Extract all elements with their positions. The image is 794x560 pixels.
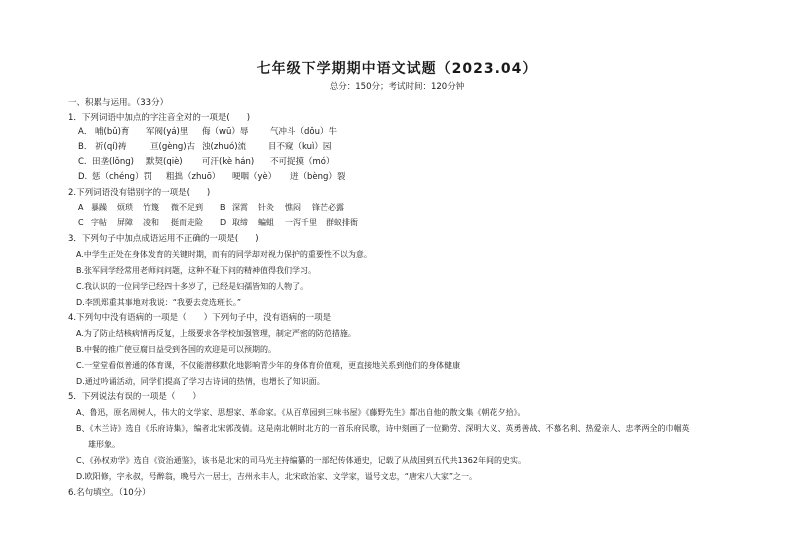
option-word: 群蚁排衙 — [326, 218, 358, 227]
option-letter: C. — [78, 157, 87, 167]
question-5-option-d: D.欧阳修，字永叔，号醉翁，晚号六一居士，吉州永丰人，北宋政治家、文学家，谥号文忠，“唐宋八大家”之一。 — [76, 472, 477, 481]
option-word: 字帖 — [91, 218, 107, 227]
option-word: 侮（wū）辱 — [202, 127, 249, 137]
question-5-option-b-continued: 雄形象。 — [88, 440, 120, 449]
option-word: 一泻千里 — [285, 218, 317, 227]
exam-title: 七年级下学期期中语文试题（2023.04） — [256, 61, 538, 77]
question-4-option-c: C.一堂堂看似普通的体育课，不仅能潜移默化地影响青少年的身体育价值观，更直接地关系到他们的身体健康 — [76, 361, 461, 370]
option-word: 微不足到 — [171, 203, 203, 212]
option-word: 哽咽（yè） — [232, 172, 277, 182]
option-word: 可汗(kè hán) — [202, 157, 255, 167]
option-word: 目不窥（kuì）园 — [268, 142, 332, 152]
option-word: 竹篾 — [143, 203, 159, 212]
exam-subtitle: 总分：150分；考试时间：120分钟 — [329, 82, 465, 92]
option-word: 憔闷 — [285, 203, 301, 212]
option-word: 祈(qí)祷 — [95, 142, 127, 152]
option-word: 迸（bèng）裂 — [290, 172, 346, 182]
section-heading: 一、积累与运用。（33分） — [68, 98, 169, 108]
question-3-option-c: C.我认识的一位同学已经四十多岁了，已经是妇孺皆知的人物了。 — [76, 282, 309, 291]
question-3-option-d: D.李凯郑重其事地对我说：“我要去竞选班长。” — [76, 298, 241, 307]
option-letter: A — [78, 203, 84, 212]
question-4-option-a: A.为了防止结核病情再反复，上级要求各学校加强管理，制定严密的防范措施。 — [76, 329, 356, 338]
question-5-stem: 5．下列说法有误的一项是（ ） — [68, 392, 201, 402]
option-word: 默契(qiè) — [146, 157, 183, 167]
option-letter: C — [78, 218, 84, 227]
question-5-option-b: B、《木兰诗》选自《乐府诗集》，编者北宋郭茂倩。这是南北朝时北方的一首乐府民歌，诗中刻画了一位勤劳、深明大义、英勇善战、不慕名利、热爱亲人、忠孝两全的巾帼英 — [76, 424, 690, 433]
option-word: 气冲斗（dǒu）牛 — [270, 127, 337, 137]
option-word: 取缔 — [232, 218, 248, 227]
option-letter: B． — [78, 142, 93, 152]
option-word: 深霄 — [232, 203, 248, 212]
option-word: 烦琐 — [117, 203, 133, 212]
question-3-option-a: A.中学生正处在身体发育的关键时期，而有的同学却对视力保护的重要性不以为意。 — [76, 250, 372, 259]
question-4-option-b: B.中餐的推广使豆腐日益受到各国的欢迎是可以预期的。 — [76, 345, 277, 354]
option-letter: D. — [78, 172, 88, 182]
option-word: 田垄(lǒng) — [92, 157, 134, 167]
question-2-stem: 2.下列词语没有错别字的一项是( ) — [68, 188, 211, 198]
option-word: 屏障 — [117, 218, 133, 227]
option-word: 亘(gèng)古 — [150, 142, 196, 152]
question-4-stem: 4.下列句中没有语病的一项是（ ）下列句子中，没有语病的一项是 — [68, 313, 332, 323]
question-4-option-d: D.通过吟诵活动，同学们提高了学习古诗词的热情，也增长了知识面。 — [76, 377, 325, 386]
question-6-heading: 6.名句填空。（10分） — [68, 488, 151, 498]
option-letter: B — [220, 203, 226, 212]
option-word: 凌和 — [143, 218, 159, 227]
option-word: 锋芒必露 — [312, 203, 344, 212]
option-letter: A． — [78, 127, 93, 137]
question-3-stem: 3．下列句子中加点成语运用不正确的一项是( ) — [68, 234, 259, 244]
question-5-option-a: A、鲁迅，原名周树人，伟大的文学家、思想家、革命家。《从百草园到三味书屋》《藤野先生》都出自他的散文集《朝花夕拾》。 — [76, 408, 526, 417]
option-word: 哺(bǔ)育 — [95, 127, 130, 137]
option-word: 惩（chéng）罚 — [92, 172, 153, 182]
option-word: 蝙蛆 — [258, 218, 274, 227]
option-word: 军阀(yá)里 — [146, 127, 189, 137]
option-word: 不可捉摸（mó） — [270, 157, 335, 167]
option-word: 挺而走险 — [171, 218, 203, 227]
question-3-option-b: B.张军同学经常用老师问问题，这种不耻下问的精神值得我们学习。 — [76, 266, 317, 275]
option-word: 浊(zhuó)流 — [202, 142, 247, 152]
question-1-stem: 1．下列词语中加点的字注音全对的一项是( ) — [68, 113, 251, 123]
option-letter: D — [220, 218, 227, 227]
question-5-option-c: C、《孙权劝学》选自《资治通鉴》，该书是北宋的司马光主持编纂的一部纪传体通史，记载了从战国到五代共1362年间的史实。 — [76, 456, 526, 465]
option-word: 粗拙（zhuō） — [166, 172, 221, 182]
option-word: 暴躁 — [91, 203, 107, 212]
option-word: 针灸 — [258, 203, 274, 212]
